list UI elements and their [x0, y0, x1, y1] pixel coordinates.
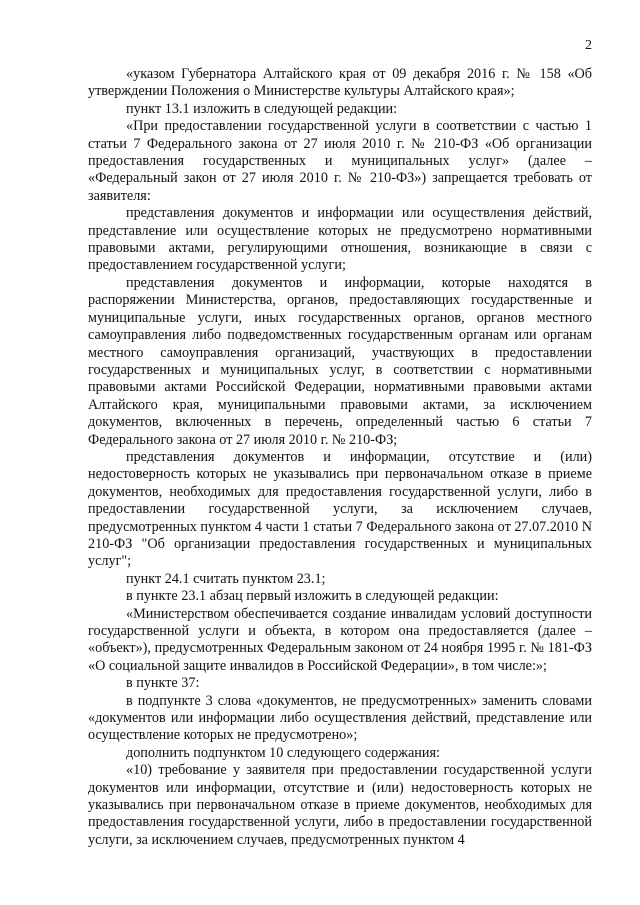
paragraph: дополнить подпунктом 10 следующего содержания:: [126, 744, 440, 761]
paragraph: представления документов и информации, отсутствие и (или) недостоверность которых не указывались при первоначальном отказе в приеме документов, необходимых для предоставления государственной услуги, либо в предоставлении государственной услуги, за исключением случаев, предусмотренных пунктом 4 части 1 статьи 7 Федерального закона от 27.07.2010 N 210-ФЗ "Об организации предоставления государственных и муниципальных услуг";: [88, 448, 592, 570]
paragraph: в подпункте 3 слова «документов, не предусмотренных» заменить словами «документов или информации либо осуществления действий, представление или осуществление которых не предусмотрено»;: [88, 692, 592, 744]
page-number: 2: [585, 38, 592, 53]
paragraph: представления документов и информации или осуществления действий, представление или осуществление которых не предусмотрено нормативными правовыми актами, регулирующими отношения, возникающие в связи с предоставлением государственной услуги;: [88, 205, 592, 274]
paragraph: пункт 13.1 изложить в следующей редакции:: [126, 100, 398, 117]
paragraph: «Министерством обеспечивается создание инвалидам условий доступности государственной услуги и объекта, в котором она предоставляется (далее – «объект»), предусмотренных Федеральным законом от 24 ноября 1995 г. № 181-ФЗ «О социальной защите инвалидов в Российской Федерации», в том числе:»;: [88, 605, 592, 674]
paragraph: в пункте 37:: [126, 675, 200, 692]
paragraph: в пункте 23.1 абзац первый изложить в следующей редакции:: [126, 588, 499, 605]
paragraph: «10) требование у заявителя при предоставлении государственной услуги документов или информации, отсутствие и (или) недостоверность которых не указывались при первоначальном отказе в приеме документов, необходимых для предоставления государственной услуги, либо в предоставлении государственной услуги, за исключением случаев, предусмотренных пунктом 4: [88, 762, 592, 848]
paragraph: пункт 24.1 считать пунктом 23.1;: [126, 570, 326, 587]
paragraph: «указом Губернатора Алтайского края от 09 декабря 2016 г. № 158 «Об утверждении Положения о Министерстве культуры Алтайского края»;: [88, 66, 592, 100]
document-body: [88, 66, 592, 849]
paragraph: «При предоставлении государственной услуги в соответствии с частью 1 статьи 7 Федерального закона от 27 июля 2010 г. № 210-ФЗ «Об организации предоставления государственных и муниципальных услуг» (далее – «Федеральный закон от 27 июля 2010 г. № 210-ФЗ») запрещается требовать от заявителя:: [88, 118, 592, 204]
paragraph: представления документов и информации, которые находятся в распоряжении Министерства, органов, предоставляющих государственные и муниципальные услуги, иных государственных органов, органов местного самоуправления либо подведомственных государственным органам или органам местного самоуправления организаций, участвующих в предоставлении государственных и муниципальных услуг, в соответствии с нормативными правовыми актами Российской Федерации, нормативными правовыми актами Алтайского края, муниципальными правовыми актами, за исключением документов, включенных в перечень, определенный частью 6 статьи 7 Федерального закона от 27 июля 2010 г. № 210-ФЗ;: [88, 274, 592, 448]
